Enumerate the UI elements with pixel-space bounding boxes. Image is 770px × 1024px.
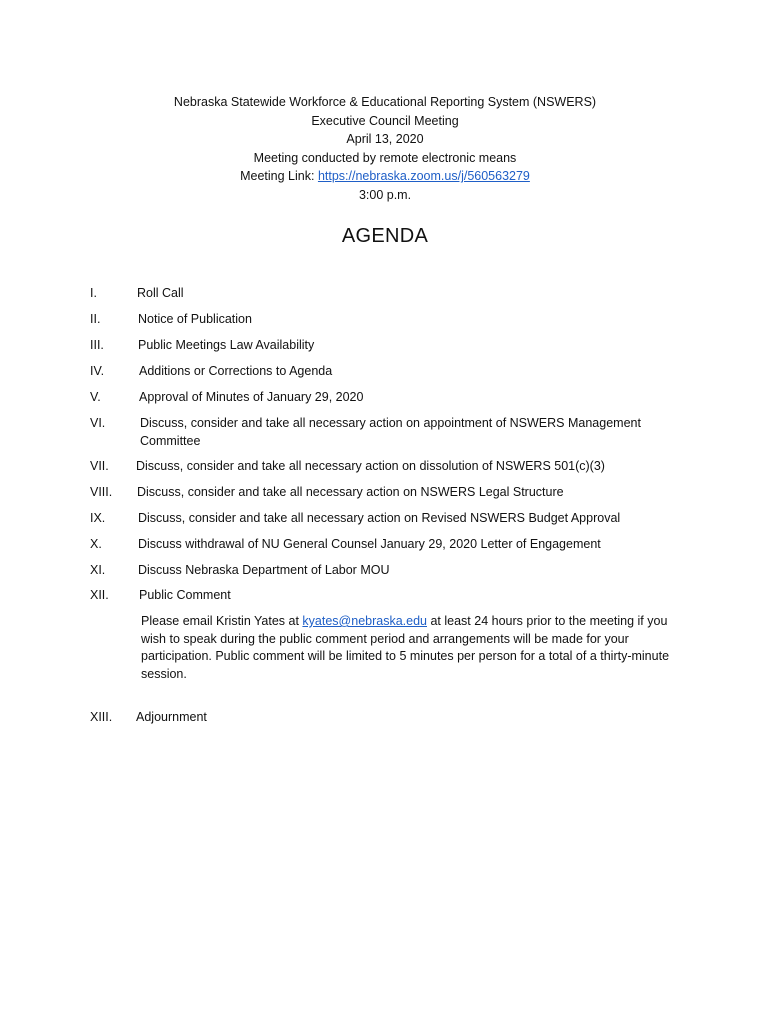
agenda-item-text: Roll Call — [137, 286, 184, 300]
agenda-item-number: IX. — [90, 511, 106, 525]
public-comment-text-before: Please email Kristin Yates at — [141, 614, 303, 628]
agenda-item-text: Discuss withdrawal of NU General Counsel January 29, 2020 Letter of Engagement — [138, 537, 601, 551]
agenda-item-number: VI. — [90, 416, 106, 430]
agenda-item-text: Discuss, consider and take all necessary action on appointment of NSWERS Management Committee — [140, 416, 641, 448]
agenda-item-text: Approval of Minutes of January 29, 2020 — [139, 390, 364, 404]
meeting-link-line — [0, 167, 770, 186]
meeting-link[interactable]: https://nebraska.zoom.us/j/560563279 — [317, 169, 530, 184]
agenda-item-number: XI. — [90, 563, 106, 577]
agenda-item-number: V. — [90, 390, 101, 404]
agenda-item-number: II. — [90, 312, 101, 326]
agenda-item-number: I. — [90, 286, 97, 300]
meeting-mode: Meeting conducted by remote electronic means — [253, 150, 517, 165]
public-comment-text-after: at least 24 hours prior to the meeting if you wish to speak during the public comment period and arrangements will be made for your participation. Public comment will be limited to 5 minutes per person for a total of a thirty-minute session. — [141, 614, 670, 681]
agenda-item-text: Additions or Corrections to Agenda — [139, 364, 333, 378]
public-comment-instructions — [141, 613, 681, 683]
agenda-item-text: Public Comment — [139, 588, 231, 602]
agenda-item-text: Discuss, consider and take all necessary action on NSWERS Legal Structure — [137, 485, 564, 499]
agenda-item-number: VII. — [90, 459, 109, 473]
meeting-name: Executive Council Meeting — [311, 113, 459, 128]
agenda-item-text: Discuss, consider and take all necessary action on dissolution of NSWERS 501(c)(3) — [136, 459, 605, 473]
meeting-time: 3:00 p.m. — [358, 187, 412, 202]
agenda-item-text: Adjournment — [136, 710, 207, 724]
agenda-title: AGENDA — [341, 225, 429, 247]
agenda-item-number: III. — [90, 338, 104, 352]
agenda-item-text: Notice of Publication — [138, 312, 252, 326]
agenda-item-number: IV. — [90, 364, 105, 378]
agenda-item-text: Public Meetings Law Availability — [138, 338, 315, 352]
agenda-item-text: Discuss Nebraska Department of Labor MOU — [138, 563, 390, 577]
agenda-item-number: XIII. — [90, 710, 113, 724]
agenda-item-number: VIII. — [90, 485, 113, 499]
agenda-item-number: XII. — [90, 588, 109, 602]
agenda-item-number: X. — [90, 537, 102, 551]
meeting-link-label: Meeting Link: — [240, 169, 315, 184]
agenda-item-text: Discuss, consider and take all necessary action on Revised NSWERS Budget Approval — [138, 511, 621, 525]
organization-name: Nebraska Statewide Workforce & Educational Reporting System (NSWERS) — [173, 95, 597, 109]
email-link[interactable]: kyates@nebraska.edu — [302, 614, 427, 628]
meeting-date: April 13, 2020 — [346, 132, 424, 147]
document-header — [0, 93, 770, 205]
